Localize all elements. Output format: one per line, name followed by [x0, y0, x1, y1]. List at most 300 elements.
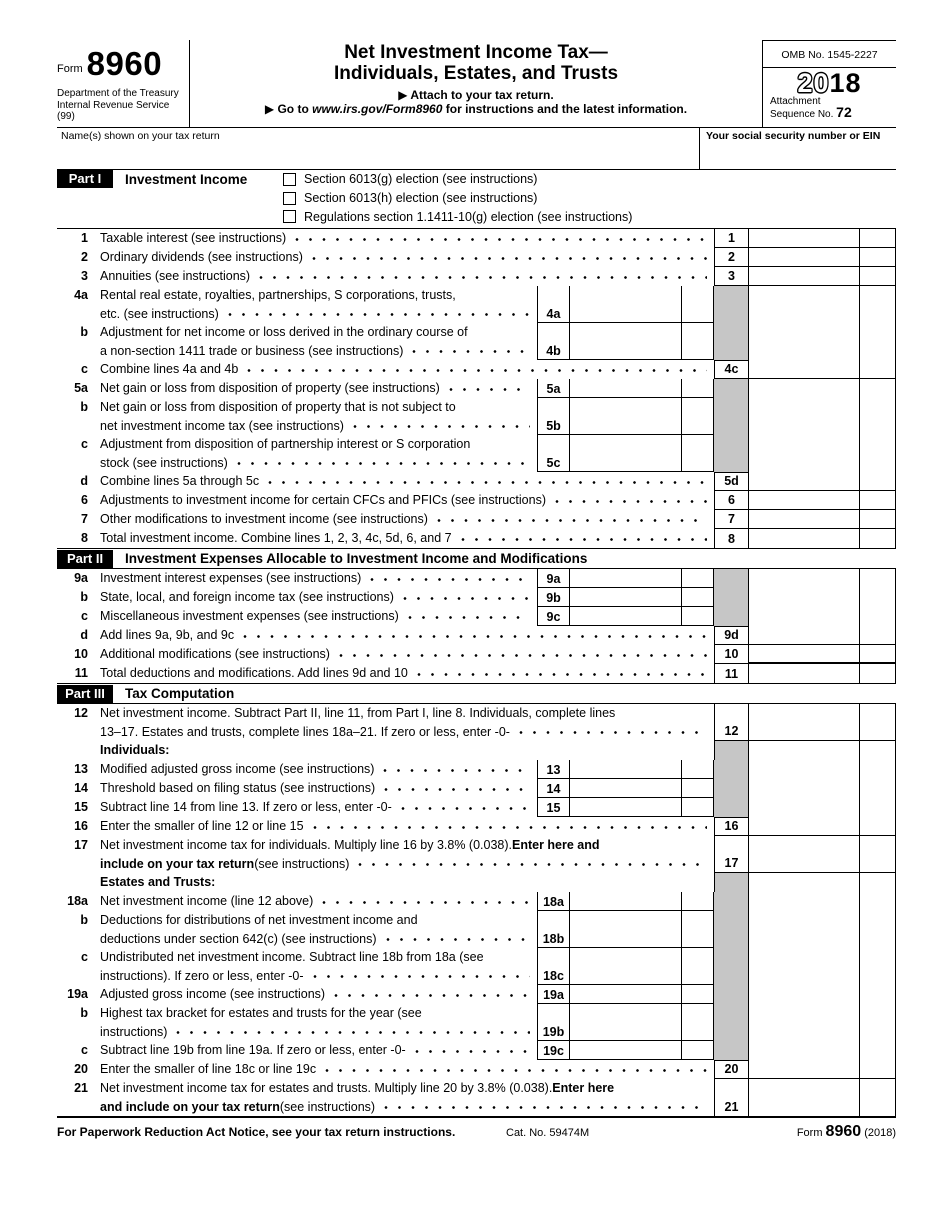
amount-column-cell[interactable] [749, 948, 860, 985]
shaded-cell [714, 741, 749, 760]
line-3-number-label: 3 [81, 269, 88, 284]
tax-year: 2018 [797, 68, 862, 98]
line-9a-entry-amount-field[interactable] [570, 569, 682, 588]
line-13-description: Modified adjusted gross income (see instructions) [100, 760, 537, 779]
shaded-cell [714, 323, 749, 360]
line-9a-entry-cents-field[interactable] [682, 569, 714, 588]
regulations-1411-10g-election-checkbox[interactable] [283, 210, 296, 223]
line-5a-entry-box-label: 5a [537, 379, 570, 398]
line-13-entry-amount-field[interactable] [570, 760, 682, 779]
form-row-13 [57, 760, 896, 779]
line-3-cents-field[interactable] [860, 267, 896, 286]
line-6-cents-field[interactable] [860, 491, 896, 510]
line-18c-number-label: c [81, 950, 88, 965]
line-4c-number-label: c [81, 362, 88, 377]
form-body [57, 229, 896, 1118]
line-2-box-label: 2 [714, 248, 749, 267]
line-21-description: Net investment income tax for estates and trusts. Multiply line 20 by 3.8% (0.038). Enter here and include on your tax return (see instructions) [100, 1079, 714, 1116]
ssn-field[interactable] [699, 128, 896, 169]
line-7-description: Other modifications to investment income (see instructions) [100, 510, 714, 529]
line-19b-entry-box-label: 19b [537, 1004, 570, 1041]
form-row-19c [57, 1041, 896, 1060]
line-18b-entry-cents-field[interactable] [682, 911, 714, 948]
line-20-box-label: 20 [714, 1060, 749, 1079]
cents-column-cell[interactable] [860, 779, 896, 798]
amount-column-cell[interactable] [749, 379, 860, 398]
line-16-box-label: 16 [714, 817, 749, 836]
cents-column-cell[interactable] [860, 607, 896, 626]
cents-column-cell[interactable] [860, 948, 896, 985]
line-8-description: Total investment income. Combine lines 1, 2, 3, 4c, 5d, 6, and 7 [100, 529, 714, 548]
line-9c-number-label: c [81, 609, 88, 624]
line-17-box-label: 17 [714, 836, 749, 873]
line-6-box-label: 6 [714, 491, 749, 510]
part-1-header [57, 170, 896, 229]
line-5b-entry-box-label: 5b [537, 398, 570, 435]
paperwork-notice: For Paperwork Reduction Act Notice, see your tax return instructions. [57, 1125, 456, 1140]
line-18c-entry-amount-field[interactable] [570, 948, 682, 985]
amount-column-cell[interactable] [749, 892, 860, 911]
line-21-amount-field[interactable] [749, 1079, 860, 1116]
line-13-entry-box-label: 13 [537, 760, 570, 779]
cents-column-cell[interactable] [860, 760, 896, 779]
line-18a-entry-cents-field[interactable] [682, 892, 714, 911]
cents-column-cell[interactable] [860, 569, 896, 588]
line-11-number-label: 11 [74, 666, 88, 681]
dot-leader [437, 515, 707, 526]
section-6013h-election-checkbox[interactable] [283, 192, 296, 205]
amount-column-cell[interactable] [749, 398, 860, 435]
line-8-number-label: 8 [81, 531, 88, 546]
line-18a-description: Net investment income (line 12 above) [100, 892, 537, 911]
line-10-number-label: 10 [74, 647, 88, 662]
amount-column-cell[interactable] [749, 985, 860, 1004]
line-5a-entry-cents-field[interactable] [682, 379, 714, 398]
cents-column-cell[interactable] [860, 892, 896, 911]
line-17-cents-field[interactable] [860, 836, 896, 873]
line-3-description: Annuities (see instructions) [100, 267, 714, 286]
cents-column-cell[interactable] [860, 985, 896, 1004]
line-16-number-label: 16 [74, 819, 88, 834]
line-20-number-label: 20 [74, 1062, 88, 1077]
form-row-5b [57, 398, 896, 435]
line-5d-description: Combine lines 5a through 5c [100, 472, 714, 491]
line-5c-entry-box-label: 5c [537, 435, 570, 472]
form-row-9b [57, 588, 896, 607]
amount-column-cell[interactable] [749, 323, 860, 360]
line-7-cents-field[interactable] [860, 510, 896, 529]
dot-leader [247, 365, 707, 376]
form-word: Form [57, 63, 83, 75]
amount-column-cell [749, 873, 860, 892]
line-5b-entry-amount-field[interactable] [570, 398, 682, 435]
form-row-2 [57, 248, 896, 267]
form-footer-id: Form 8960 (2018) [796, 1123, 896, 1141]
dot-leader [339, 650, 707, 661]
line-19b-description: Highest tax bracket for estates and trusts for the year (see instructions) [100, 1004, 537, 1041]
form-row-17 [57, 836, 896, 873]
line-15-entry-cents-field[interactable] [682, 798, 714, 817]
form-row-7 [57, 510, 896, 529]
cents-column-cell[interactable] [860, 398, 896, 435]
line-9d-cents-field[interactable] [860, 626, 896, 645]
line-12-description: Net investment income. Subtract Part II, line 11, from Part I, line 8. Individuals, complete lines 13–17. Estates and trusts, complete lines 18a–21. If zero or less, enter -0- [100, 704, 714, 741]
line-4c-description: Combine lines 4a and 4b [100, 360, 714, 379]
goto-suffix: for instructions and the latest information. [442, 102, 688, 116]
line-19b-entry-cents-field[interactable] [682, 1004, 714, 1041]
line-12-number-label: 12 [74, 706, 88, 721]
line-9d-amount-field[interactable] [749, 626, 860, 645]
line-16-cents-field[interactable] [860, 817, 896, 836]
line-5c-description: Adjustment from disposition of partnership interest or S corporation stock (see instructions) [100, 435, 537, 472]
form-row-4b [57, 323, 896, 360]
cents-column-cell[interactable] [860, 911, 896, 948]
line-19a-entry-cents-field[interactable] [682, 985, 714, 1004]
form-row-14 [57, 779, 896, 798]
line-9b-entry-amount-field[interactable] [570, 588, 682, 607]
cents-column-cell[interactable] [860, 1004, 896, 1041]
line-4b-description: Adjustment for net income or loss derived in the ordinary course of a non-section 1411 trade or business (see instructions) [100, 323, 537, 360]
part-title: Investment Expenses Allocable to Investment Income and Modifications [125, 551, 588, 567]
line-11-amount-field[interactable] [749, 664, 860, 683]
line-9d-box-label: 9d [714, 626, 749, 645]
part-label: Part II [57, 550, 113, 568]
amount-column-cell[interactable] [749, 569, 860, 588]
line-4c-box-label: 4c [714, 360, 749, 379]
line-17-description: Net investment income tax for individuals. Multiply line 16 by 3.8% (0.038). Enter here and include on your tax return (see instructions) [100, 836, 714, 873]
line-18b-entry-box-label: 18b [537, 911, 570, 948]
form-row-16 [57, 817, 896, 836]
line-18b-description: Deductions for distributions of net investment income and deductions under section 642(c) (see instructions) [100, 911, 537, 948]
form-row-19b [57, 1004, 896, 1041]
amount-column-cell[interactable] [749, 435, 860, 472]
line-9c-entry-box-label: 9c [537, 607, 570, 626]
form-row-21 [57, 1079, 896, 1116]
form-row-9c [57, 607, 896, 626]
part-1-title: Investment Income [125, 171, 248, 187]
part-header-part-ii [57, 548, 896, 569]
line-4b-entry-cents-field[interactable] [682, 323, 714, 360]
line-2-amount-field[interactable] [749, 248, 860, 267]
line-4b-entry-amount-field[interactable] [570, 323, 682, 360]
dot-leader [313, 971, 530, 982]
dot-leader [555, 496, 707, 507]
amount-column-cell[interactable] [749, 779, 860, 798]
line-8-amount-field[interactable] [749, 529, 860, 548]
line-18c-description: Undistributed net investment income. Subtract line 18b from 18a (see instructions). If zero or less, enter -0- [100, 948, 537, 985]
form-row-15 [57, 798, 896, 817]
form-row-18b [57, 911, 896, 948]
amount-column-cell[interactable] [749, 1004, 860, 1041]
amount-column-cell[interactable] [749, 911, 860, 948]
line-2-number-label: 2 [81, 250, 88, 265]
line-6-description: Adjustments to investment income for certain CFCs and PFICs (see instructions) [100, 491, 714, 510]
amount-column-cell[interactable] [749, 286, 860, 323]
line-19a-number-label: 19a [67, 987, 88, 1002]
shaded-cell [714, 892, 749, 911]
line-3-amount-field[interactable] [749, 267, 860, 286]
line-16-amount-field[interactable] [749, 817, 860, 836]
attach-instruction: Attach to your tax return. [410, 88, 554, 102]
line-10-description: Additional modifications (see instructions) [100, 645, 714, 664]
amount-column-cell[interactable] [749, 1041, 860, 1060]
form-row-6 [57, 491, 896, 510]
shaded-cell [714, 398, 749, 435]
line-estates-and-trusts-description: Estates and Trusts: [100, 875, 216, 890]
form-title-line2: Individuals, Estates, and Trusts [333, 62, 619, 84]
line-20-cents-field[interactable] [860, 1060, 896, 1079]
line-21-cents-field[interactable] [860, 1079, 896, 1116]
line-15-entry-box-label: 15 [537, 798, 570, 817]
line-19c-entry-box-label: 19c [537, 1041, 570, 1060]
line-4b-number-label: b [80, 325, 88, 340]
line-7-amount-field[interactable] [749, 510, 860, 529]
line-10-cents-field[interactable] [860, 645, 896, 664]
form-row-8 [57, 529, 896, 548]
line-5d-cents-field[interactable] [860, 472, 896, 491]
dot-leader [383, 765, 530, 776]
shaded-cell [714, 798, 749, 817]
form-row-1 [57, 229, 896, 248]
form-header [57, 40, 896, 128]
line-20-amount-field[interactable] [749, 1060, 860, 1079]
line-1-description: Taxable interest (see instructions) [100, 229, 714, 248]
line-13-entry-cents-field[interactable] [682, 760, 714, 779]
amount-column-cell[interactable] [749, 798, 860, 817]
amount-column-cell[interactable] [749, 760, 860, 779]
line-17-number-label: 17 [74, 838, 88, 853]
catalog-number: Cat. No. 59474M [506, 1127, 590, 1140]
line-5d-amount-field[interactable] [749, 472, 860, 491]
shaded-cell [714, 873, 749, 892]
line-5a-number-label: 5a [74, 381, 88, 396]
line-21-number-label: 21 [74, 1081, 88, 1096]
dot-leader [412, 346, 530, 357]
goto-prefix: Go to [277, 102, 313, 116]
dot-leader [237, 458, 530, 469]
line-6-amount-field[interactable] [749, 491, 860, 510]
line-5b-entry-cents-field[interactable] [682, 398, 714, 435]
line-5c-entry-cents-field[interactable] [682, 435, 714, 472]
line-18a-entry-amount-field[interactable] [570, 892, 682, 911]
amount-column-cell [749, 741, 860, 760]
line-5a-entry-amount-field[interactable] [570, 379, 682, 398]
cents-column-cell[interactable] [860, 286, 896, 323]
line-4a-number-label: 4a [74, 288, 88, 303]
line-individuals-number-label [57, 741, 100, 760]
shaded-cell [714, 286, 749, 323]
line-14-entry-cents-field[interactable] [682, 779, 714, 798]
cents-column-cell[interactable] [860, 798, 896, 817]
line-17-amount-field[interactable] [749, 836, 860, 873]
line-19b-entry-amount-field[interactable] [570, 1004, 682, 1041]
line-4c-cents-field[interactable] [860, 360, 896, 379]
shaded-cell [714, 760, 749, 779]
dot-leader [519, 727, 707, 738]
line-6-number-label: 6 [81, 493, 88, 508]
shaded-cell [714, 607, 749, 626]
dot-leader [228, 309, 530, 320]
line-14-description: Threshold based on filing status (see instructions) [100, 779, 537, 798]
dot-leader [358, 859, 707, 870]
cents-column-cell[interactable] [860, 588, 896, 607]
line-19c-entry-amount-field[interactable] [570, 1041, 682, 1060]
line-9b-number-label: b [80, 590, 88, 605]
cents-column-cell[interactable] [860, 1041, 896, 1060]
line-12-cents-field[interactable] [860, 704, 896, 741]
dot-leader [176, 1027, 530, 1038]
arrowhead-icon: ▶ [398, 88, 408, 102]
shaded-cell [714, 569, 749, 588]
form-row-20 [57, 1060, 896, 1079]
line-5d-box-label: 5d [714, 472, 749, 491]
line-estates-and-trusts-number-label [57, 873, 100, 892]
line-9b-description: State, local, and foreign income tax (see instructions) [100, 588, 537, 607]
line-19c-entry-cents-field[interactable] [682, 1041, 714, 1060]
line-4a-entry-amount-field[interactable] [570, 286, 682, 323]
arrowhead-icon: ▶ [264, 102, 275, 116]
dot-leader [370, 574, 530, 585]
name-field[interactable] [57, 128, 699, 169]
dept-line2: Internal Revenue Service (99) [57, 99, 170, 122]
line-16-description: Enter the smaller of line 12 or line 15 [100, 817, 714, 836]
line-19a-entry-box-label: 19a [537, 985, 570, 1004]
shaded-cell [714, 588, 749, 607]
line-7-number-label: 7 [81, 512, 88, 527]
line-1-box-label: 1 [714, 229, 749, 248]
dot-leader [313, 822, 707, 833]
dot-leader [322, 897, 530, 908]
line-14-entry-box-label: 14 [537, 779, 570, 798]
line-4b-entry-box-label: 4b [537, 323, 570, 360]
line-9a-entry-box-label: 9a [537, 569, 570, 588]
line-12-amount-field[interactable] [749, 704, 860, 741]
line-9a-number-label: 9a [74, 571, 88, 586]
cents-column-cell[interactable] [860, 323, 896, 360]
dot-leader [312, 253, 707, 264]
cents-column-cell[interactable] [860, 379, 896, 398]
ssn-input[interactable] [706, 142, 890, 162]
line-13-number-label: 13 [74, 762, 88, 777]
line-15-number-label: 15 [74, 800, 88, 815]
line-5c-entry-amount-field[interactable] [570, 435, 682, 472]
form-row-10 [57, 645, 896, 664]
line-15-description: Subtract line 14 from line 13. If zero or less, enter -0- [100, 798, 537, 817]
line-9b-entry-cents-field[interactable] [682, 588, 714, 607]
dot-leader [415, 1046, 530, 1057]
dot-leader [295, 234, 707, 245]
dot-leader [461, 534, 707, 545]
taxpayer-identity-row [57, 128, 896, 170]
shaded-cell [714, 1004, 749, 1041]
line-5a-description: Net gain or loss from disposition of property (see instructions) [100, 379, 537, 398]
irs-url: www.irs.gov/Form8960 [312, 102, 443, 116]
section-6013g-election-label: Section 6013(g) election (see instructions) [304, 172, 538, 187]
attachment-label: Attachment [770, 96, 821, 107]
form-row-19a [57, 985, 896, 1004]
line-1-amount-field[interactable] [749, 229, 860, 248]
line-9c-entry-cents-field[interactable] [682, 607, 714, 626]
ssn-field-label: Your social security number or EIN [706, 130, 881, 142]
dot-leader [401, 803, 530, 814]
form-row-9a [57, 569, 896, 588]
line-14-entry-amount-field[interactable] [570, 779, 682, 798]
form-title-line1: Net Investment Income Tax— [344, 42, 608, 63]
dept-line1: Department of the Treasury [57, 88, 179, 99]
line-9d-number-label: d [80, 628, 88, 643]
shaded-cell [714, 985, 749, 1004]
line-5b-number-label: b [80, 400, 88, 415]
dot-leader [325, 1065, 707, 1076]
line-9d-description: Add lines 9a, 9b, and 9c [100, 626, 714, 645]
shaded-cell [714, 948, 749, 985]
form-row-9d [57, 626, 896, 645]
line-20-description: Enter the smaller of line 18c or line 19c [100, 1060, 714, 1079]
line-9c-description: Miscellaneous investment expenses (see instructions) [100, 607, 537, 626]
dot-leader [384, 784, 530, 795]
line-9c-entry-amount-field[interactable] [570, 607, 682, 626]
line-19b-number-label: b [80, 1006, 88, 1021]
part-header-part-iii [57, 683, 896, 704]
omb-year-block [762, 40, 896, 127]
line-8-cents-field[interactable] [860, 529, 896, 548]
part-label: Part III [57, 685, 113, 703]
line-4c-amount-field[interactable] [749, 360, 860, 379]
form-row-11 [57, 664, 896, 683]
dot-leader [386, 934, 530, 945]
dot-leader [259, 272, 707, 283]
line-1-cents-field[interactable] [860, 229, 896, 248]
line-11-cents-field[interactable] [860, 664, 896, 683]
section-6013g-election-checkbox[interactable] [283, 173, 296, 186]
line-10-box-label: 10 [714, 645, 749, 664]
shaded-cell [714, 379, 749, 398]
form-row-12 [57, 704, 896, 741]
form-row-4c [57, 360, 896, 379]
line-19a-entry-amount-field[interactable] [570, 985, 682, 1004]
line-18b-entry-amount-field[interactable] [570, 911, 682, 948]
form-row-individuals [57, 741, 896, 760]
line-19c-description: Subtract line 19b from line 19a. If zero or less, enter -0- [100, 1041, 537, 1060]
line-9b-entry-box-label: 9b [537, 588, 570, 607]
form-row-3 [57, 267, 896, 286]
omb-number: OMB No. 1545-2227 [763, 41, 896, 68]
line-3-box-label: 3 [714, 267, 749, 286]
form-row-18a [57, 892, 896, 911]
form-8960-page [57, 40, 896, 1141]
form-row-5c [57, 435, 896, 472]
line-4a-entry-cents-field[interactable] [682, 286, 714, 323]
line-18a-number-label: 18a [67, 894, 88, 909]
form-number-block [57, 40, 190, 127]
line-10-amount-field[interactable] [749, 645, 860, 664]
dot-leader [353, 421, 530, 432]
name-input[interactable] [61, 142, 695, 162]
part-title: Tax Computation [125, 686, 235, 702]
part-1-label: Part I [57, 170, 113, 188]
line-2-cents-field[interactable] [860, 248, 896, 267]
line-11-box-label: 11 [714, 664, 749, 683]
form-footer [57, 1118, 896, 1141]
line-7-box-label: 7 [714, 510, 749, 529]
line-15-entry-amount-field[interactable] [570, 798, 682, 817]
line-18b-number-label: b [80, 913, 88, 928]
amount-column-cell[interactable] [749, 588, 860, 607]
cents-column-cell[interactable] [860, 435, 896, 472]
line-18c-entry-cents-field[interactable] [682, 948, 714, 985]
amount-column-cell[interactable] [749, 607, 860, 626]
line-12-box-label: 12 [714, 704, 749, 741]
